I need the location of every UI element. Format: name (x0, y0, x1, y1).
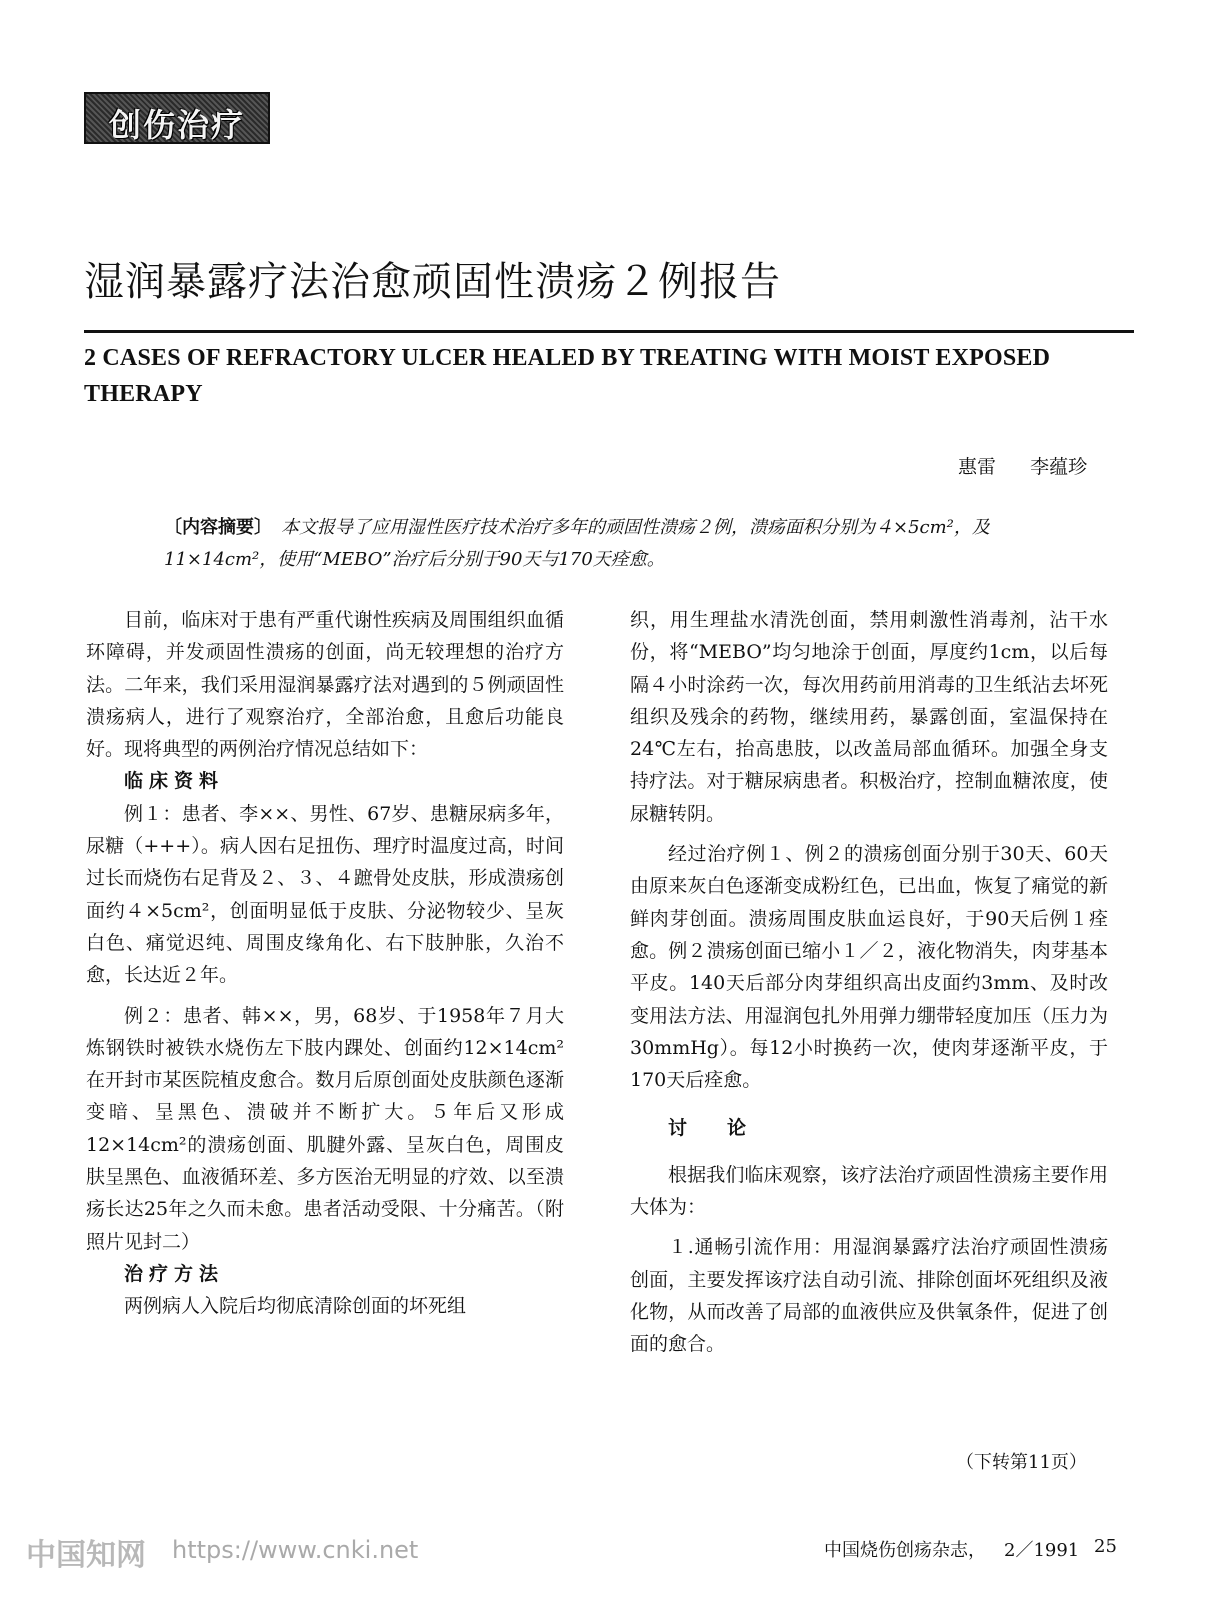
authors (958, 452, 1115, 479)
discussion-intro: 根据我们临床观察，该疗法治疗顽固性溃疡主要作用大体为： (630, 1163, 1108, 1219)
left-column (86, 604, 564, 1323)
abstract (164, 512, 1064, 576)
result-paragraph: 经过治疗例１、例２的溃疡创面分别于30天、60天由原来灰白色逐渐变成粉红色，已出血，恢复了痛觉的新鲜肉芽创面。溃疡周围皮肤血运良好，于90天后例１痊愈。例２溃疡创面已缩小１／２，液化物消失，肉芽基本平皮。140天后部分肉芽组织高出皮面约3mm、及时改变用法方法、用湿润包扎外用弹力绷带轻度加压（压力为30mmHg）。每12小时换药一次，使肉芽逐渐平皮，于170天后痊愈。 (630, 843, 1108, 1092)
author-1: 惠雷 (958, 456, 997, 478)
continued-note: （下转第11页） (956, 1452, 1087, 1473)
method-paragraph-start: 两例病人入院后均彻底清除创面的坏死组 (124, 1295, 467, 1318)
heading-discussion: 讨论 (668, 1117, 787, 1140)
author-2: 李蕴珍 (1030, 456, 1088, 478)
cnki-url[interactable]: https://www.cnki.net (172, 1536, 419, 1564)
case-1-paragraph: 例１：患者、李××、男性、67岁、患糖尿病多年，尿糖（+++）。病人因右足扭伤、理疗时温度过高，时间过长而烧伤右足背及２、３、４蹠骨处皮肤，形成溃疡创面约４×5cm²，创面明显低于皮肤、分泌物较少、呈灰白色、痛觉迟纯、周围皮缘角化、右下肢肿胀，久治不愈，长达近２年。 (86, 802, 564, 987)
case-2-paragraph: 例２：患者、韩××，男，68岁、于1958年７月大炼钢铁时被铁水烧伤左下肢内踝处、创面约12×14cm²在开封市某医院植皮愈合。数月后原创面处皮肤颜色逐渐变暗、呈黑色、溃破并不断扩大。５年后又形成12×14cm²的溃疡创面、肌腱外露、呈灰白色，周围皮肤呈黑色、血液循环差、多方医治无明显的疗效、以至溃疡长达25年之久而未愈。患者活动受限、十分痛苦。（附照片见封二） (86, 1004, 564, 1253)
article-title-chinese: 湿润暴露疗法治愈顽固性溃疡２例报告 (84, 259, 781, 305)
journal-issue: 2／1991 (1004, 1540, 1080, 1561)
section-badge (84, 92, 270, 144)
title-rule (84, 330, 1134, 333)
heading-treatment-method: 治疗方法 (124, 1262, 225, 1285)
article-title-english: 2 CASES OF REFRACTORY ULCER HEALED BY TREATING WITH MOIST EXPOSED THERAPY (84, 345, 1051, 407)
discussion-point-1: １.通畅引流作用：用湿润暴露疗法治疗顽固性溃疡创面，主要发挥该疗法自动引流、排除创面坏死组织及液化物，从而改善了局部的血液供应及供氧条件，促进了创面的愈合。 (630, 1236, 1108, 1356)
abstract-text: 本文报导了应用湿性医疗技术治疗多年的顽固性溃疡２例，溃疡面积分别为４×5cm²，及11×14cm²，使用“MEBO”治疗后分别于90天与170天痊愈。 (164, 517, 990, 570)
heading-clinical-data: 临床资料 (124, 770, 225, 793)
page-number: 25 (1094, 1536, 1117, 1557)
method-paragraph-continued: 织，用生理盐水清洗创面，禁用刺激性消毒剂，沾干水份，将“MEBO”均匀地涂于创面，厚度约1cm，以后每隔４小时涂药一次，每次用药前用消毒的卫生纸沾去坏死组织及残余的药物，继续用药，暴露创面，室温保持在24℃左右，抬高患肢，以改盖局部血循环。加强全身支持疗法。对于糖尿病患者。积极治疗，控制血糖浓度，使尿糖转阴。 (630, 609, 1108, 825)
journal-name: 中国烧伤创疡杂志， (824, 1540, 986, 1561)
abstract-label: 〔内容摘要〕 (164, 517, 263, 538)
intro-paragraph: 目前，临床对于患有严重代谢性疾病及周围组织血循环障碍，并发顽固性溃疡的创面，尚无较理想的治疗方法。二年来，我们采用湿润暴露疗法对遇到的５例顽固性溃疡病人，进行了观察治疗，全部治愈，且愈后功能良好。现将典型的两例治疗情况总结如下： (86, 609, 564, 761)
cnki-logo: 中国知网 (26, 1538, 146, 1573)
section-label: 创伤治疗 (108, 106, 245, 144)
right-column (630, 604, 1108, 1361)
